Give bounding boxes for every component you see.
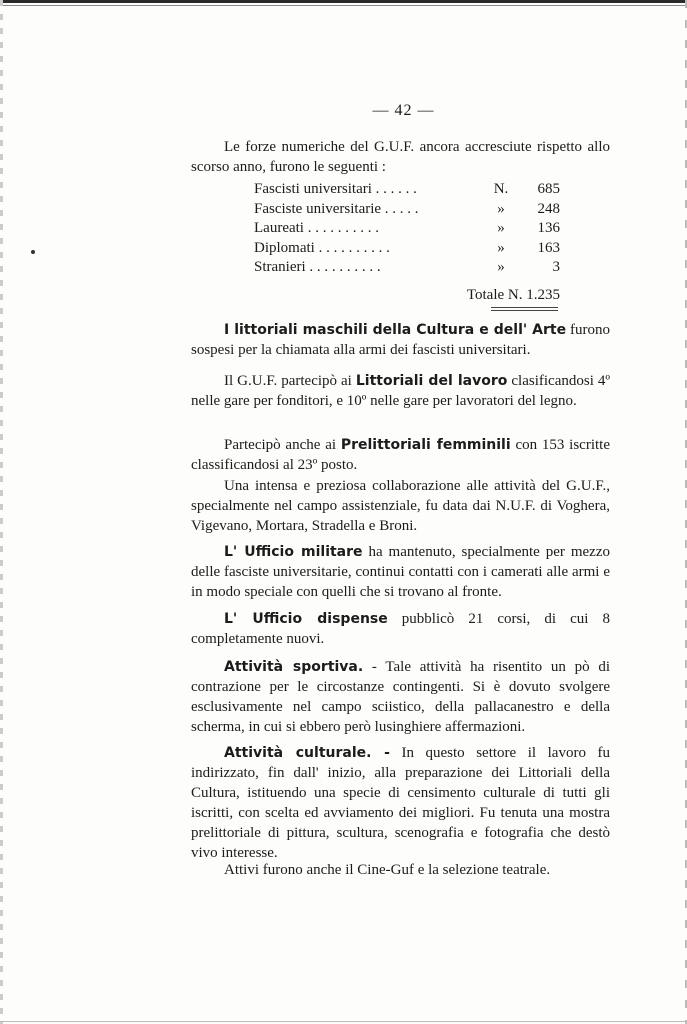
stat-value: 685 bbox=[537, 181, 560, 197]
intro-text: Le forze numeriche del G.U.F. ancora accresciute rispetto allo scorso anno, furono le seguenti : bbox=[191, 139, 610, 175]
bold-heading: Prelittoriali femminili bbox=[340, 437, 511, 453]
page-number: — 42 — bbox=[372, 102, 435, 119]
paragraph-ufficio-dispense bbox=[191, 609, 610, 649]
bold-heading: Attività culturale. - bbox=[224, 745, 390, 761]
top-border-rule-thin bbox=[0, 5, 687, 6]
paragraph-littoriali-lavoro bbox=[191, 371, 610, 411]
paragraph-nuf bbox=[191, 476, 610, 536]
stats-table bbox=[254, 180, 584, 278]
paragraph-cine-guf bbox=[191, 860, 610, 880]
paragraph-text: Attivi furono anche il Cine-Guf e la selezione teatrale. bbox=[224, 862, 551, 878]
stat-mark: » bbox=[497, 239, 505, 256]
total-underline bbox=[491, 307, 558, 311]
stat-label: Diplomati . . . . . . . . . . bbox=[254, 239, 390, 256]
stat-mark: » bbox=[497, 220, 505, 236]
paragraph-attivita-sportiva bbox=[191, 657, 610, 737]
paragraph-text: pubblicò 21 corsi, di cui 8 completamente nuovi. bbox=[191, 611, 610, 647]
paragraph-text: In questo settore il lavoro fu indirizzato, fin dall' inizio, alla preparazione dei Littoriali della Cultura, istituendo una specie di censimento culturale di tutti gli iscritti, con scelta ed avviamento dei migliori. Fu tenuta una mostra prelittoriale di pittura, scultura, scenografia e fotografia che destò vivo interesse. bbox=[191, 745, 610, 861]
bold-heading: Littoriali del lavoro bbox=[355, 373, 508, 389]
intro-paragraph bbox=[191, 137, 610, 177]
stat-value: 163 bbox=[537, 239, 560, 256]
paragraph-text: - Tale attività ha risentito un pò di contrazione per le circostanze contingenti. Si è dovuto svolgere esclusivamente nel campo sciistico, della pallacanestro e della scherma, in cui si ebbero però lusinghiere affermazioni. bbox=[191, 659, 610, 735]
bold-heading: L' Ufficio militare bbox=[224, 544, 363, 560]
bold-heading: Attività sportiva. bbox=[224, 659, 364, 675]
table-row bbox=[254, 200, 584, 220]
paragraph-attivita-culturale bbox=[191, 743, 610, 863]
paragraph-text: clasificandosi 4º nelle gare per fonditori, e 10º nelle gare per lavoratori del legno. bbox=[191, 373, 611, 409]
bold-heading: I littoriali maschili della Cultura e dell' Arte bbox=[224, 322, 567, 338]
stat-mark: N. bbox=[493, 181, 509, 197]
paragraph-text: Partecipò anche ai bbox=[224, 437, 341, 453]
paragraph-ufficio-militare bbox=[191, 542, 610, 602]
stat-mark: » bbox=[497, 259, 505, 275]
paragraph-text: furono sospesi per la chiamata alla armi dei fascisti universitari. bbox=[191, 322, 611, 358]
stats-total: Totale N. 1.235 bbox=[466, 287, 560, 303]
table-row bbox=[254, 219, 584, 239]
margin-dot bbox=[31, 250, 35, 254]
stat-value: 248 bbox=[537, 200, 560, 217]
paragraph-prelittoriali bbox=[191, 435, 610, 475]
table-row bbox=[254, 258, 584, 278]
paragraph-text: Una intensa e preziosa collaborazione alle attività del G.U.F., specialmente nel campo assistenziale, fu data dai N.U.F. di Voghera, Vigevano, Mortara, Stradella e Broni. bbox=[191, 478, 610, 534]
bottom-page-edge bbox=[0, 1021, 687, 1022]
stat-label: Laureati . . . . . . . . . . bbox=[254, 220, 379, 236]
top-border-rule bbox=[0, 0, 687, 3]
stat-label: Fascisti universitari . . . . . . bbox=[254, 181, 417, 197]
bold-heading: L' Ufficio dispense bbox=[224, 611, 388, 627]
table-row bbox=[254, 239, 584, 259]
table-row bbox=[254, 180, 584, 200]
stat-label: Fasciste universitarie . . . . . bbox=[254, 200, 419, 217]
paragraph-text: ha mantenuto, specialmente per mezzo delle fasciste universitarie, continui contatti con i camerati alle armi e in modo speciale con quelli che si trovano al fronte. bbox=[191, 544, 610, 600]
stat-value: 3 bbox=[552, 259, 560, 275]
paragraph-text: con 153 iscritte classificandosi al 23º posto. bbox=[191, 437, 610, 473]
paragraph-text: Il G.U.F. partecipò ai bbox=[224, 373, 356, 389]
paragraph-littoriali-maschili bbox=[191, 320, 610, 360]
stat-label: Stranieri . . . . . . . . . . bbox=[254, 259, 381, 275]
stat-mark: » bbox=[497, 200, 505, 217]
stat-value: 136 bbox=[537, 220, 560, 236]
left-page-edge bbox=[0, 0, 3, 1024]
